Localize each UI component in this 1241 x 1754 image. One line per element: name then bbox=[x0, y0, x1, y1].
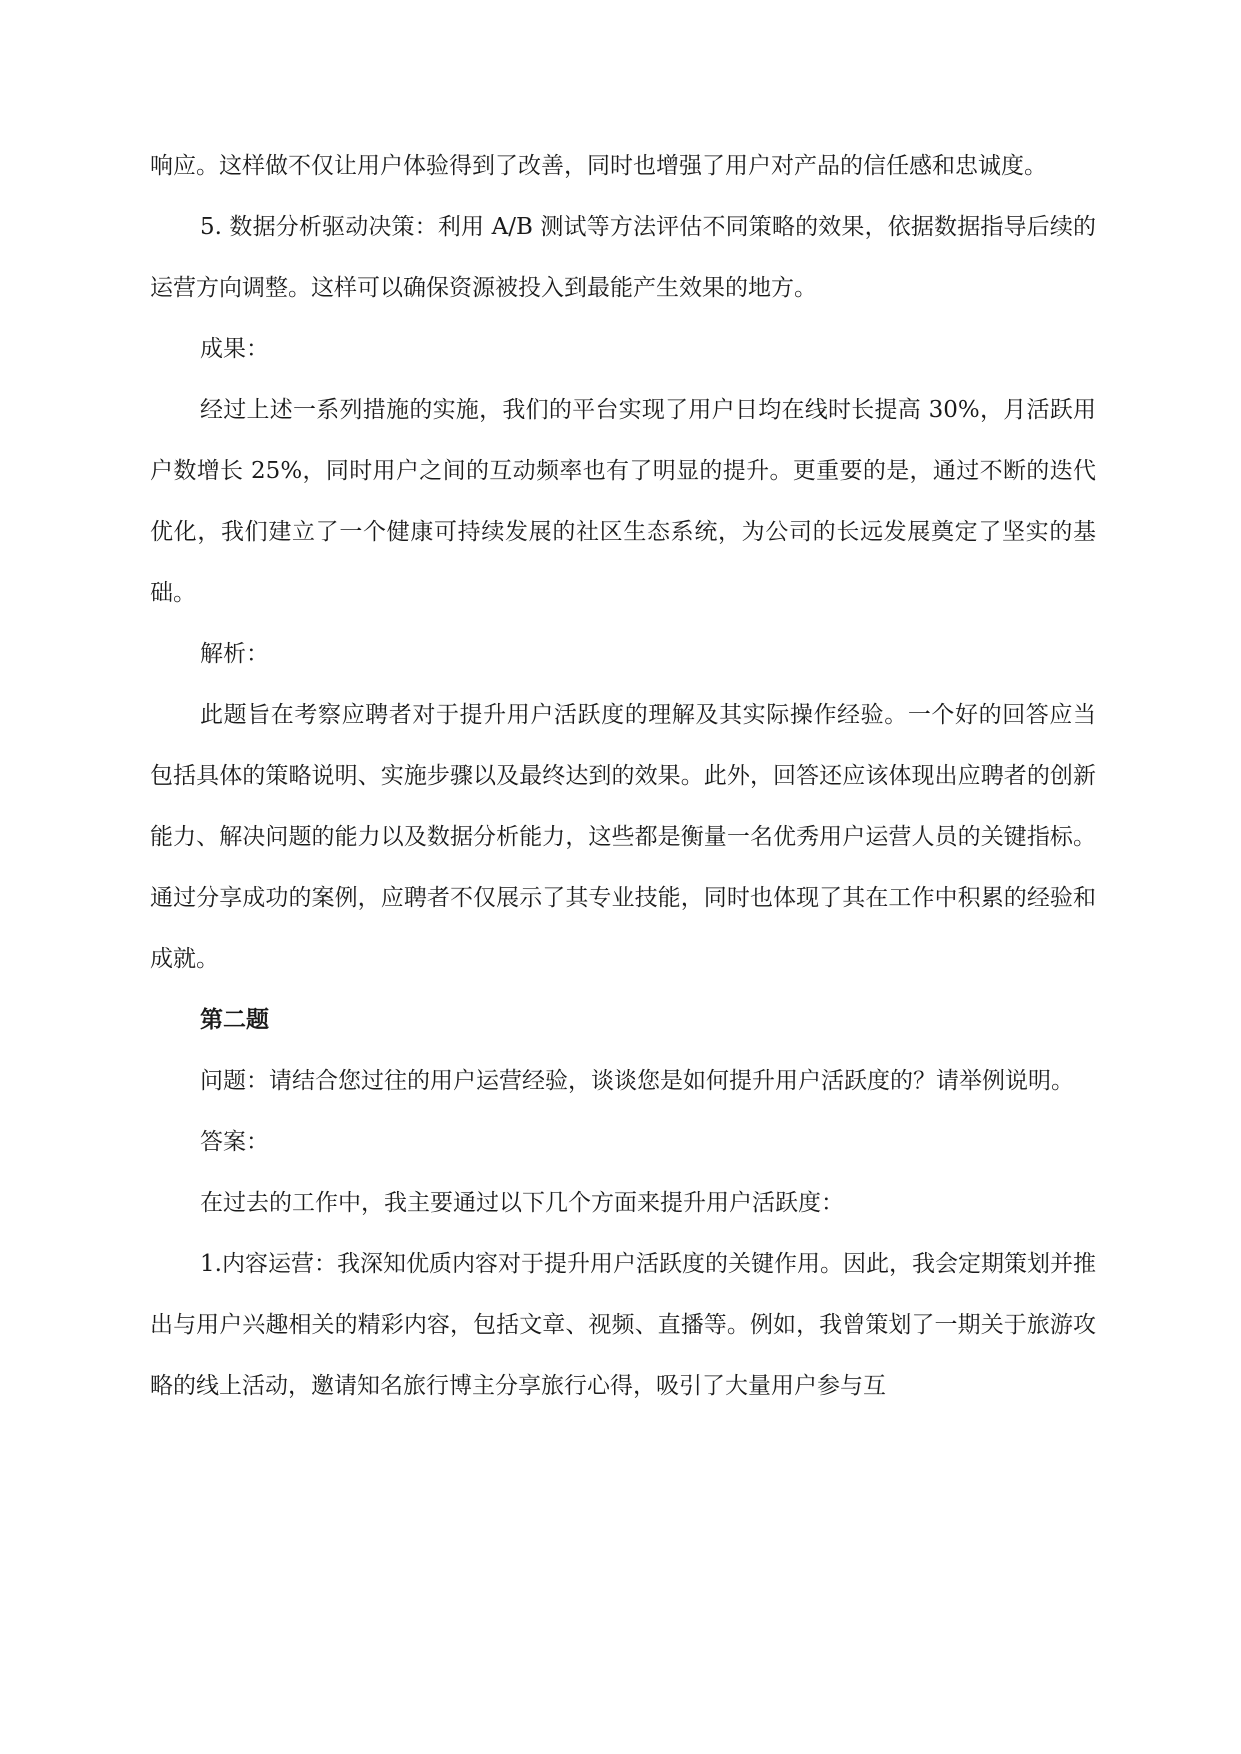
paragraph-answer-intro: 在过去的工作中，我主要通过以下几个方面来提升用户活跃度： bbox=[200, 1190, 844, 1216]
label-answer: 答案： bbox=[200, 1129, 269, 1155]
paragraph-continuation: 响应。这样做不仅让用户体验得到了改善，同时也增强了用户对产品的信任感和忠诚度。 bbox=[150, 153, 1047, 179]
paragraph-point-5: 5. 数据分析驱动决策：利用 A/B 测试等方法评估不同策略的效果，依据数据指导后续的运营方向调整。这样可以确保资源被投入到最能产生效果的地方。 bbox=[150, 214, 1096, 301]
label-results: 成果： bbox=[200, 336, 269, 362]
paragraph-question: 问题：请结合您过往的用户运营经验，谈谈您是如何提升用户活跃度的？请举例说明。 bbox=[200, 1068, 1074, 1094]
section-heading: 第二题 bbox=[200, 1007, 269, 1033]
label-analysis: 解析： bbox=[200, 641, 269, 667]
document-page bbox=[150, 136, 1096, 1417]
paragraph-point-1: 1.内容运营：我深知优质内容对于提升用户活跃度的关键作用。因此，我会定期策划并推出与用户兴趣相关的精彩内容，包括文章、视频、直播等。例如，我曾策划了一期关于旅游攻略的线上活动，邀请知名旅行博主分享旅行心得，吸引了大量用户参与互 bbox=[150, 1251, 1096, 1399]
paragraph-results: 经过上述一系列措施的实施，我们的平台实现了用户日均在线时长提高 30%，月活跃用户数增长 25%，同时用户之间的互动频率也有了明显的提升。更重要的是，通过不断的迭代优化，我们建立了一个健康可持续发展的社区生态系统，为公司的长远发展奠定了坚实的基础。 bbox=[150, 397, 1096, 606]
paragraph-analysis: 此题旨在考察应聘者对于提升用户活跃度的理解及其实际操作经验。一个好的回答应当包括具体的策略说明、实施步骤以及最终达到的效果。此外，回答还应该体现出应聘者的创新能力、解决问题的能力以及数据分析能力，这些都是衡量一名优秀用户运营人员的关键指标。通过分享成功的案例，应聘者不仅展示了其专业技能，同时也体现了其在工作中积累的经验和成就。 bbox=[150, 702, 1096, 972]
